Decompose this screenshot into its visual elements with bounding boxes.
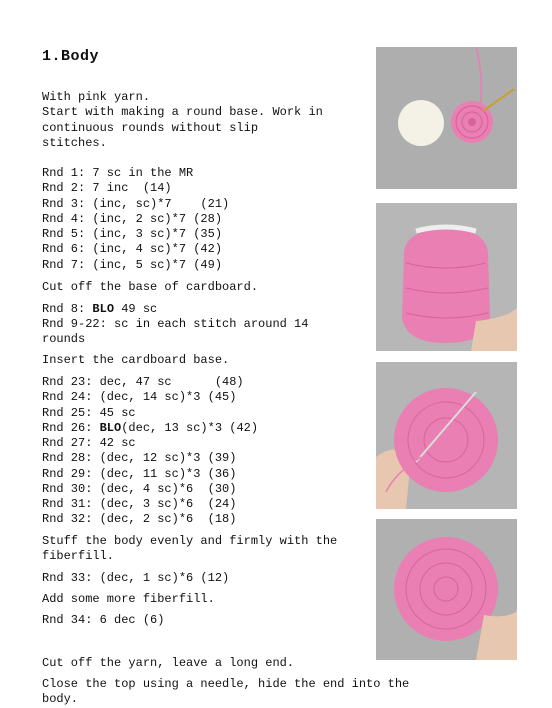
instruction-cut-base: Cut off the base of cardboard. — [42, 280, 259, 294]
round-line: Rnd 25: 45 sc — [42, 405, 136, 420]
intro-line: continuous rounds without slip — [42, 120, 259, 135]
instruction-line: body. — [42, 692, 79, 707]
photo-finished-body — [376, 519, 517, 660]
round-33: Rnd 33: (dec, 1 sc)*6 (12) — [42, 571, 230, 585]
round-line: Rnd 3: (inc, sc)*7 (21) — [42, 196, 230, 211]
instruction-close-top — [42, 677, 410, 708]
round-line: Rnd 23: dec, 47 sc (48) — [42, 375, 244, 389]
instruction-add-fiberfill: Add some more fiberfill. — [42, 592, 215, 606]
section-title: 1.Body — [42, 48, 100, 65]
round-line: Rnd 5: (inc, 3 sc)*7 (35) — [42, 227, 223, 242]
photo-closing-base-illustration — [376, 362, 517, 509]
round-line: Rnd 6: (inc, 4 sc)*7 (42) — [42, 242, 223, 257]
round-prefix: Rnd 8: — [42, 302, 93, 316]
round-line: Rnd 31: (dec, 3 sc)*6 (24) — [42, 497, 237, 512]
instruction-insert-base: Insert the cardboard base. — [42, 353, 230, 367]
intro-line: With pink yarn. — [42, 90, 151, 104]
round-26 — [42, 421, 374, 436]
round-line: Rnd 27: 42 sc — [42, 436, 136, 450]
round-line: Rnd 7: (inc, 5 sc)*7 (49) — [42, 257, 223, 272]
intro-text — [42, 90, 374, 151]
round-line: Rnd 24: (dec, 14 sc)*3 (45) — [42, 390, 237, 405]
rounds-list-c — [42, 436, 374, 528]
rounds-list-b — [42, 375, 374, 421]
intro-line: stitches. — [42, 135, 107, 150]
photo-round-base — [376, 47, 517, 189]
round-9-22 — [42, 317, 374, 348]
round-suffix: 49 sc — [114, 302, 158, 316]
round-prefix: Rnd 26: — [42, 421, 100, 435]
round-line: Rnd 32: (dec, 2 sc)*6 (18) — [42, 512, 237, 527]
photo-finished-body-illustration — [376, 519, 517, 660]
round-line: rounds — [42, 332, 86, 347]
round-suffix: (dec, 13 sc)*3 (42) — [121, 421, 259, 435]
instruction-stuff — [42, 534, 374, 565]
intro-line: Start with making a round base. Work in — [42, 105, 323, 120]
round-blo: BLO — [99, 421, 122, 435]
round-line: Rnd 9-22: sc in each stitch around 14 — [42, 317, 309, 331]
photo-body-tube — [376, 203, 517, 351]
round-8 — [42, 302, 374, 317]
round-line: Rnd 1: 7 sc in the MR — [42, 166, 194, 180]
round-line: Rnd 2: 7 inc (14) — [42, 181, 172, 196]
round-line: Rnd 28: (dec, 12 sc)*3 (39) — [42, 451, 237, 466]
rounds-list-a — [42, 166, 374, 273]
instruction-line: Close the top using a needle, hide the end into the — [42, 677, 410, 691]
round-line: Rnd 29: (dec, 11 sc)*3 (36) — [42, 466, 237, 481]
instruction-cut-yarn: Cut off the yarn, leave a long end. — [42, 656, 295, 670]
photo-body-tube-illustration — [376, 203, 517, 351]
round-blo: BLO — [92, 302, 115, 316]
round-34: Rnd 34: 6 dec (6) — [42, 613, 165, 627]
round-line: Rnd 30: (dec, 4 sc)*6 (30) — [42, 481, 237, 496]
photo-closing-base — [376, 362, 517, 509]
round-line: Rnd 4: (inc, 2 sc)*7 (28) — [42, 211, 223, 226]
instruction-line: Stuff the body evenly and firmly with the — [42, 534, 338, 548]
photo-round-base-illustration — [376, 47, 517, 189]
instruction-line: fiberfill. — [42, 549, 115, 564]
